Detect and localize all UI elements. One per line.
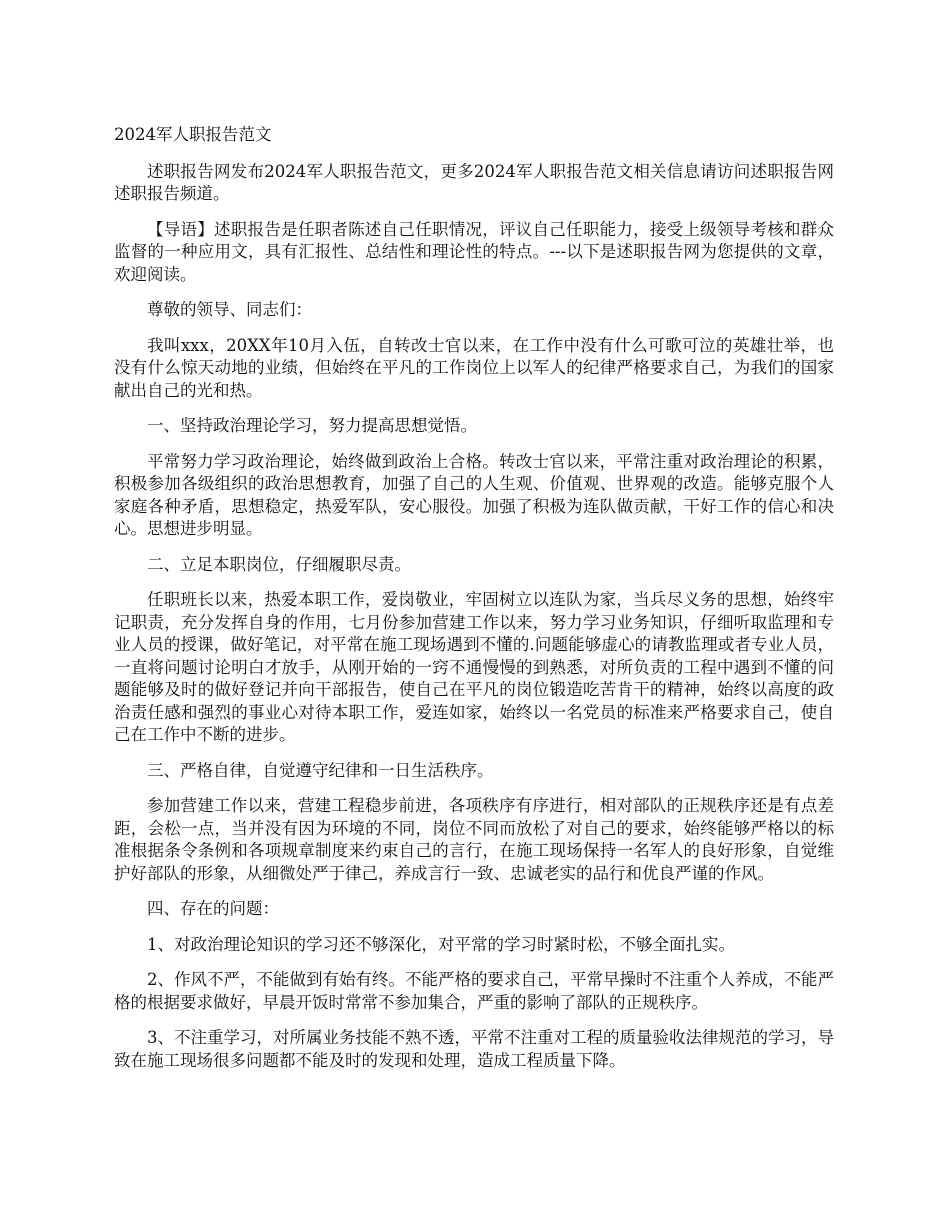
- document-title: 2024军人职报告范文: [114, 125, 272, 144]
- section-heading-3: 三、严格自律，自觉遵守纪律和一日生活秩序。: [147, 760, 494, 780]
- salutation: 尊敬的领导、同志们：: [147, 300, 312, 319]
- document-page: [114, 124, 834, 1085]
- section-heading-2: 二、立足本职岗位，仔细履职尽责。: [147, 554, 411, 574]
- section-heading-1: 一、坚持政治理论学习，努力提高思想觉悟。: [147, 416, 477, 435]
- problem-item-1: 1、对政治理论知识的学习还不够深化，对平常的学习时紧时松，不够全面扎实。: [147, 934, 735, 954]
- self-introduction-paragraph: 我叫xxx，20XX年10月入伍，自转改士官以来，在工作中没有什么可歌可泣的英雄壮举，也没有什么惊天动地的业绩，但始终在平凡的工作岗位上以军人的纪律严格要求自己，为我们的国家献出自己的光和热。: [114, 335, 834, 400]
- section-body-2: 任职班长以来，热爱本职工作，爱岗敬业，牢固树立以连队为家，当兵尽义务的思想，始终牢记职责，充分发挥自身的作用，七月份参加营建工作以来，努力学习业务知识，仔细听取监理和专业人员的授课，做好笔记，对平常在施工现场遇到不懂的.问题能够虚心的请教监理或者专业人员，一直将问题讨论明白才放手，从刚开始的一窍不通慢慢的到熟悉，对所负责的工程中遇到不懂的问题能够及时的做好登记并向干部报告，使自己在平凡的岗位锻造吃苦肯干的精神，始终以高度的政治责任感和强烈的事业心对待本职工作，爱连如家，始终以一名党员的标准来严格要求自己，使自己在工作中不断的进步。: [114, 590, 834, 744]
- problem-item-2: 2、作风不严，不能做到有始有终。不能严格的要求自己，平常早操时不注重个人养成，不能严格的根据要求做好，早晨开饭时常常不参加集合，严重的影响了部队的正规秩序。: [114, 970, 834, 1012]
- problem-item-3: 3、不注重学习，对所属业务技能不熟不透，平常不注重对工程的质量验收法律规范的学习，导致在施工现场很多问题都不能及时的发现和处理，造成工程质量下降。: [114, 1028, 834, 1070]
- guide-paragraph: 【导语】述职报告是任职者陈述自己任职情况，评议自己任职能力，接受上级领导考核和群众监督的一种应用文，具有汇报性、总结性和理论性的特点。---以下是述职报告网为您提供的文章，欢迎阅读。: [114, 219, 834, 284]
- section-body-3: 参加营建工作以来，营建工程稳步前进，各项秩序有序进行，相对部队的正规秩序还是有点差距，会松一点，当并没有因为环境的不同，岗位不同而放松了对自己的要求，始终能够严格以的标准根据条令条例和各项规章制度来约束自己的言行，在施工现场保持一名军人的良好形象，自觉维护好部队的形象，从细微处严于律己，养成言行一致、忠诚老实的品行和优良严谨的作风。: [114, 796, 834, 883]
- section-heading-4: 四、存在的问题：: [147, 899, 279, 918]
- section-body-1: 平常努力学习政治理论，始终做到政治上合格。转改士官以来，平常注重对政治理论的积累，积极参加各级组织的政治思想教育，加强了自己的人生观、价值观、世界观的改造。能够克服个人家庭各种矛盾，思想稳定，热爱军队，安心服役。加强了积极为连队做贡献，干好工作的信心和决心。思想进步明显。: [114, 451, 834, 538]
- intro-paragraph: 述职报告网发布2024军人职报告范文，更多2024军人职报告范文相关信息请访问述职报告网述职报告频道。: [114, 161, 834, 203]
